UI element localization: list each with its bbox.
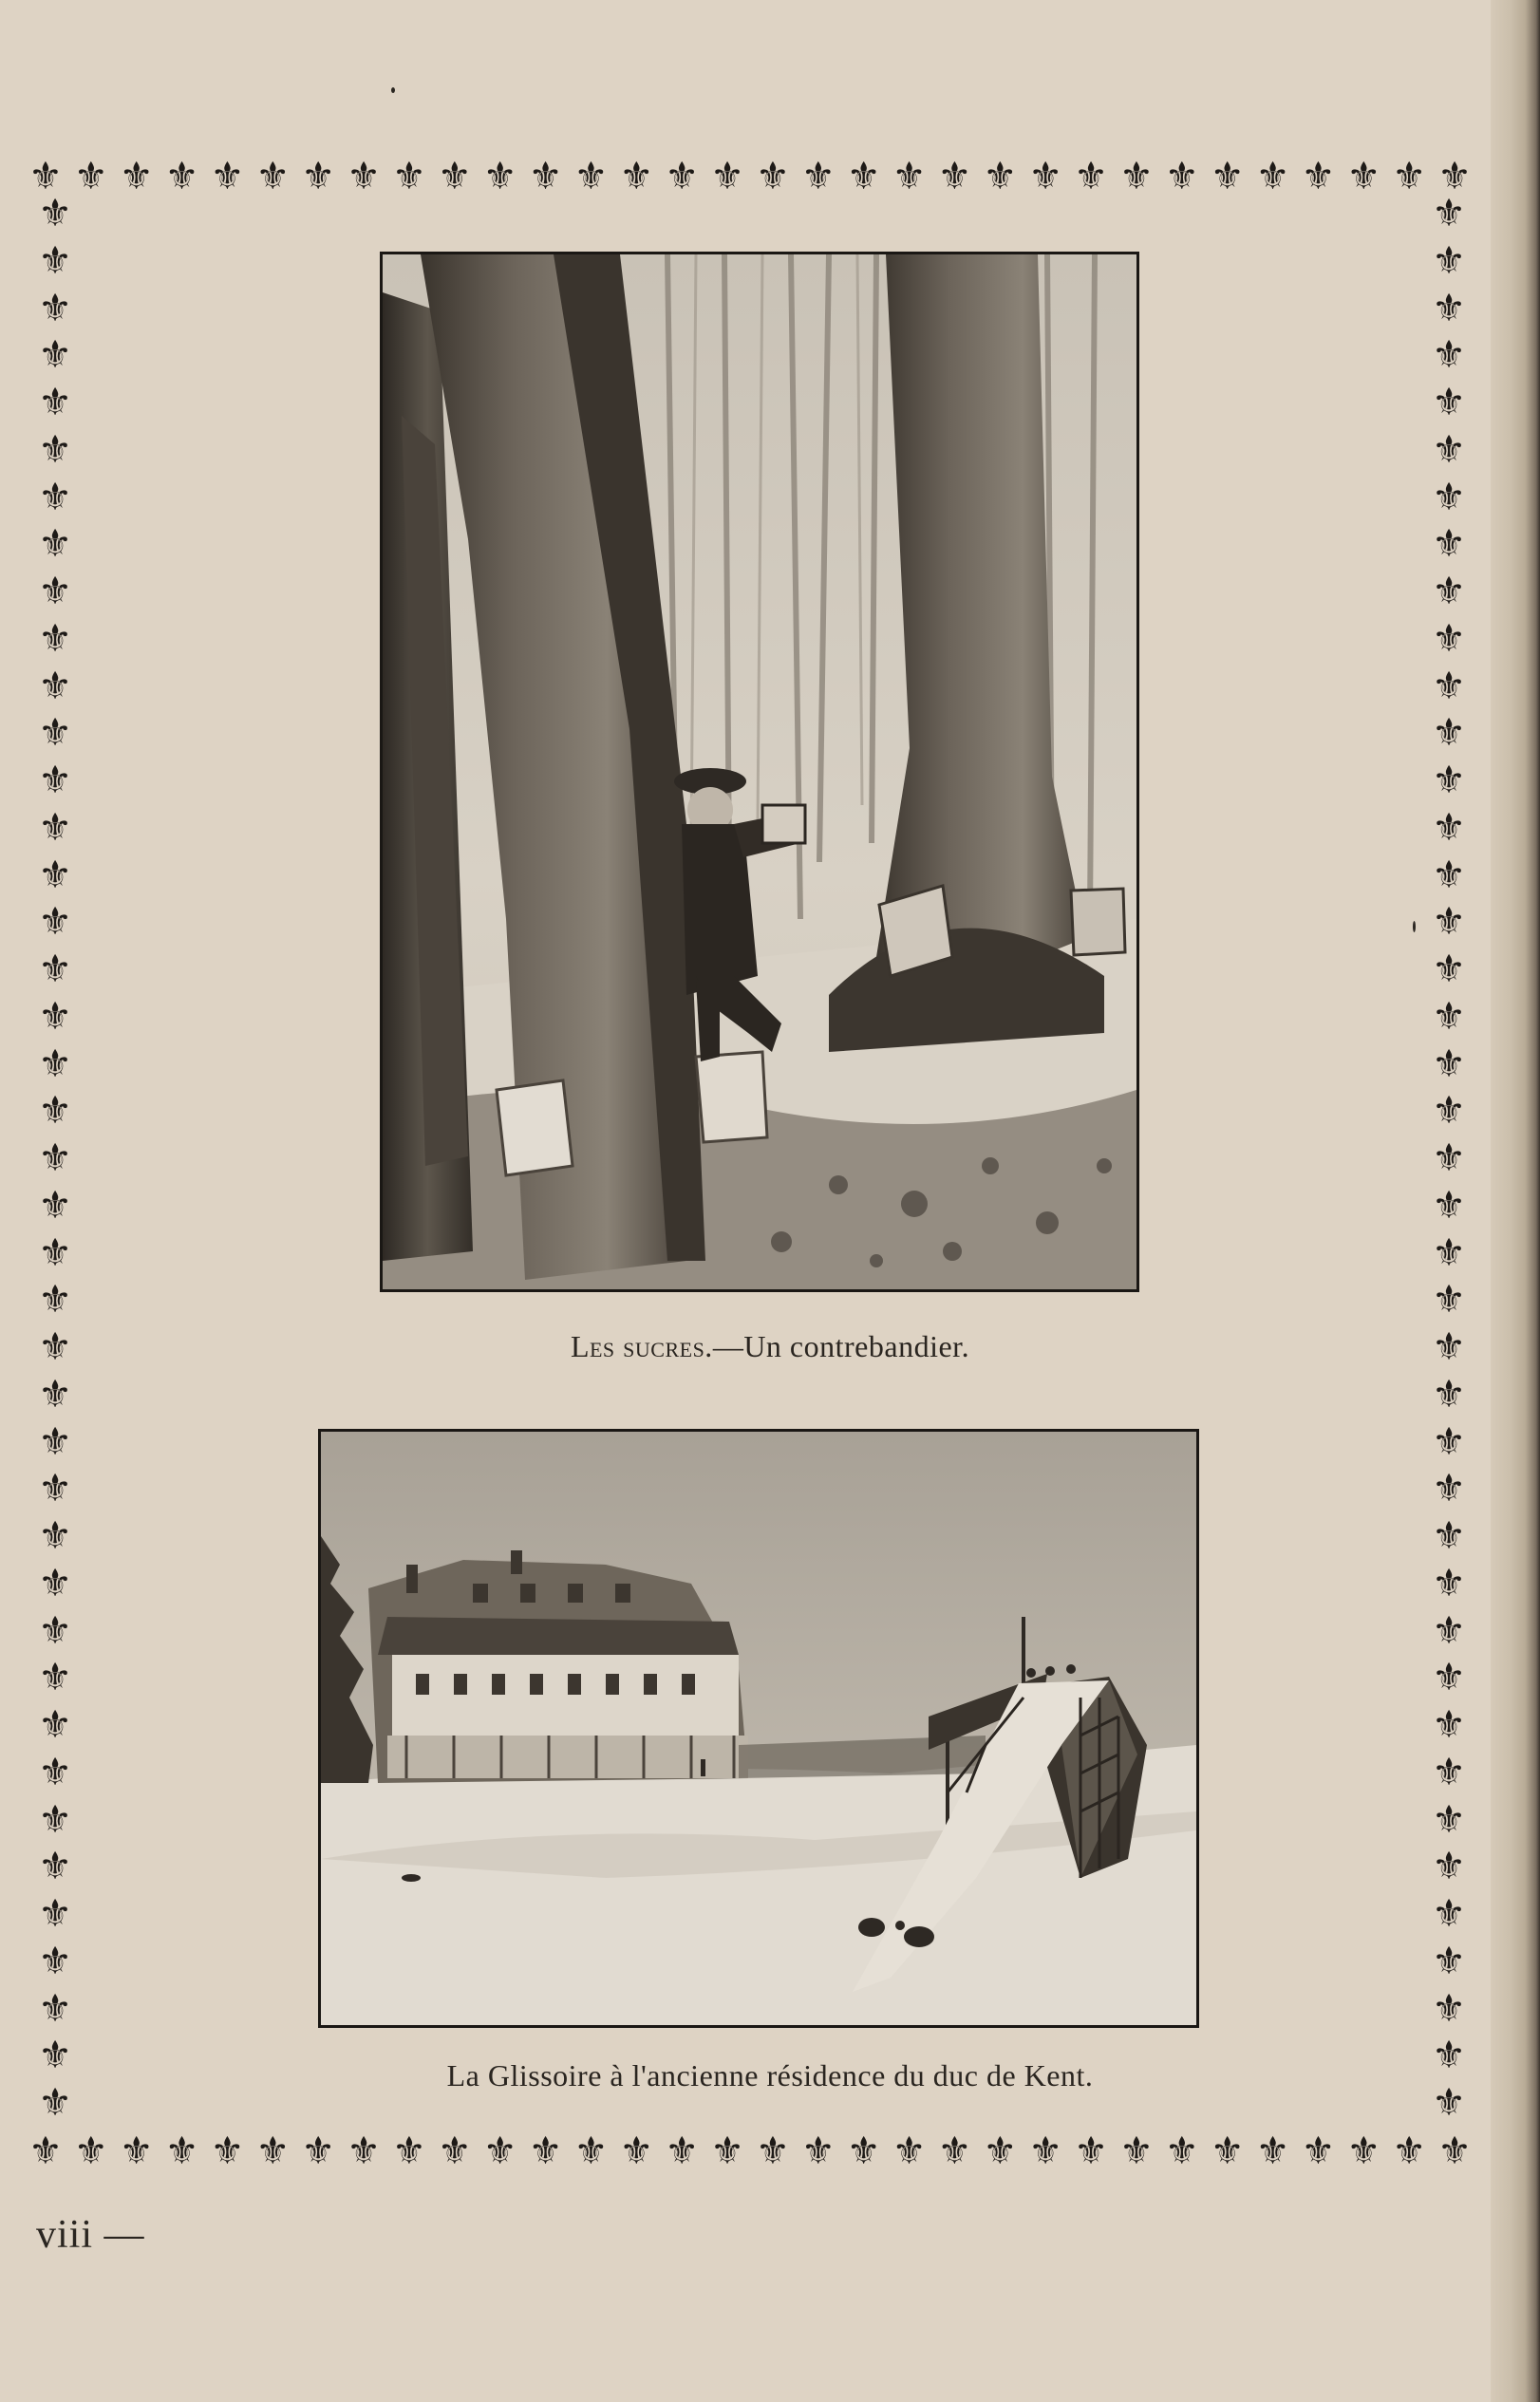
fleur-de-lis-icon: ⚜ — [1392, 2130, 1427, 2173]
fleur-de-lis-icon: ⚜ — [756, 2130, 790, 2173]
fleur-de-lis-icon: ⚜ — [210, 155, 245, 198]
page-edge-shadow — [1491, 0, 1540, 2402]
fleur-de-lis-icon: ⚜ — [665, 155, 700, 198]
photo-sugar-bush-image — [383, 254, 1136, 1289]
fleur-de-lis-icon: ⚜ — [301, 2130, 336, 2173]
fleur-de-lis-icon: ⚜ — [1432, 1325, 1466, 1369]
page-folio: viii — — [36, 2213, 145, 2257]
fleur-de-lis-icon: ⚜ — [437, 155, 472, 198]
fleur-de-lis-icon: ⚜ — [1028, 155, 1063, 198]
fleur-de-lis-icon: ⚜ — [1301, 155, 1336, 198]
fleur-de-lis-icon: ⚜ — [619, 155, 654, 198]
fleur-de-lis-icon: ⚜ — [38, 948, 72, 991]
fleur-de-lis-icon: ⚜ — [1392, 155, 1427, 198]
fleur-de-lis-icon: ⚜ — [38, 1372, 72, 1417]
fleur-de-lis-icon: ⚜ — [1432, 1041, 1466, 1086]
fleur-de-lis-icon: ⚜ — [1301, 2130, 1336, 2173]
ornament-border-left — [28, 195, 82, 2122]
fleur-de-lis-icon: ⚜ — [1432, 1136, 1466, 1180]
fleur-de-lis-icon: ⚜ — [1432, 853, 1466, 897]
fleur-de-lis-icon: ⚜ — [38, 1136, 72, 1180]
fleur-de-lis-icon: ⚜ — [983, 2130, 1018, 2173]
fleur-de-lis-icon: ⚜ — [38, 1183, 72, 1228]
fleur-de-lis-icon: ⚜ — [38, 805, 72, 850]
fleur-de-lis-icon: ⚜ — [38, 1608, 72, 1653]
fleur-de-lis-icon: ⚜ — [38, 427, 72, 472]
fleur-de-lis-icon: ⚜ — [38, 1041, 72, 1086]
fleur-de-lis-icon: ⚜ — [1432, 1561, 1466, 1605]
fleur-de-lis-icon: ⚜ — [1432, 195, 1466, 235]
fleur-de-lis-icon: ⚜ — [38, 1089, 72, 1134]
fleur-de-lis-icon: ⚜ — [38, 1986, 72, 2031]
fleur-de-lis-icon: ⚜ — [892, 155, 927, 198]
ornament-border-bottom — [28, 2125, 1472, 2178]
fleur-de-lis-icon: ⚜ — [38, 238, 72, 283]
fleur-de-lis-icon: ⚜ — [38, 711, 72, 756]
fleur-de-lis-icon: ⚜ — [1432, 948, 1466, 991]
fleur-de-lis-icon: ⚜ — [1346, 2130, 1381, 2173]
fleur-de-lis-icon: ⚜ — [1432, 1797, 1466, 1842]
fleur-de-lis-icon: ⚜ — [1432, 1608, 1466, 1653]
fleur-de-lis-icon: ⚜ — [846, 2130, 881, 2173]
fleur-de-lis-icon: ⚜ — [347, 2130, 381, 2173]
fleur-de-lis-icon: ⚜ — [1432, 1278, 1466, 1323]
fleur-de-lis-icon: ⚜ — [1432, 570, 1466, 613]
fleur-de-lis-icon: ⚜ — [38, 1230, 72, 1275]
fleur-de-lis-icon: ⚜ — [1432, 2081, 1466, 2122]
fleur-de-lis-icon: ⚜ — [38, 2034, 72, 2078]
fleur-de-lis-icon: ⚜ — [1432, 1939, 1466, 1983]
caption-photo-1-rest: —Un contrebandier. — [712, 1329, 970, 1363]
fleur-de-lis-icon: ⚜ — [1432, 1986, 1466, 2031]
fleur-de-lis-icon: ⚜ — [255, 155, 291, 198]
fleur-de-lis-icon: ⚜ — [1432, 522, 1466, 567]
ornament-border-top — [28, 150, 1472, 203]
fleur-de-lis-icon: ⚜ — [1432, 1703, 1466, 1747]
fleur-de-lis-icon: ⚜ — [392, 155, 426, 198]
fleur-de-lis-icon: ⚜ — [38, 1703, 72, 1747]
fleur-de-lis-icon: ⚜ — [573, 2130, 609, 2173]
fleur-de-lis-icon: ⚜ — [1255, 155, 1290, 198]
fleur-de-lis-icon: ⚜ — [1432, 1750, 1466, 1794]
fleur-de-lis-icon: ⚜ — [1028, 2130, 1063, 2173]
fleur-de-lis-icon: ⚜ — [38, 2081, 72, 2122]
fleur-de-lis-icon: ⚜ — [1432, 1892, 1466, 1936]
fleur-de-lis-icon: ⚜ — [73, 2130, 108, 2173]
fleur-de-lis-icon: ⚜ — [38, 664, 72, 708]
fleur-de-lis-icon: ⚜ — [38, 1892, 72, 1936]
fleur-de-lis-icon: ⚜ — [1074, 155, 1108, 198]
photo-sugar-bush — [380, 252, 1139, 1292]
fleur-de-lis-icon: ⚜ — [1119, 2130, 1154, 2173]
fleur-de-lis-icon: ⚜ — [528, 155, 563, 198]
fleur-de-lis-icon: ⚜ — [38, 853, 72, 897]
fleur-de-lis-icon: ⚜ — [573, 155, 609, 198]
fleur-de-lis-icon: ⚜ — [38, 1278, 72, 1323]
fleur-de-lis-icon: ⚜ — [119, 2130, 154, 2173]
fleur-de-lis-icon: ⚜ — [1432, 333, 1466, 378]
caption-photo-1 — [0, 1325, 1540, 1369]
fleur-de-lis-icon: ⚜ — [1432, 994, 1466, 1039]
fleur-de-lis-icon: ⚜ — [482, 2130, 517, 2173]
fleur-de-lis-icon: ⚜ — [38, 1467, 72, 1511]
fleur-de-lis-icon: ⚜ — [73, 155, 108, 198]
fleur-de-lis-icon: ⚜ — [1432, 1845, 1466, 1889]
fleur-de-lis-icon: ⚜ — [38, 570, 72, 613]
photo-toboggan-slide-image — [321, 1432, 1196, 2025]
fleur-de-lis-icon: ⚜ — [38, 1656, 72, 1700]
fleur-de-lis-icon: ⚜ — [28, 2130, 63, 2173]
fleur-de-lis-icon: ⚜ — [1432, 238, 1466, 283]
fleur-de-lis-icon: ⚜ — [619, 2130, 654, 2173]
fleur-de-lis-icon: ⚜ — [1164, 155, 1199, 198]
fleur-de-lis-icon: ⚜ — [38, 1750, 72, 1794]
fleur-de-lis-icon: ⚜ — [38, 900, 72, 945]
fleur-de-lis-icon: ⚜ — [1437, 2130, 1472, 2173]
fleur-de-lis-icon: ⚜ — [800, 2130, 836, 2173]
fleur-de-lis-icon: ⚜ — [1432, 427, 1466, 472]
fleur-de-lis-icon: ⚜ — [482, 155, 517, 198]
fleur-de-lis-icon: ⚜ — [1432, 1514, 1466, 1558]
fleur-de-lis-icon: ⚜ — [1432, 711, 1466, 756]
fleur-de-lis-icon: ⚜ — [38, 381, 72, 424]
fleur-de-lis-icon: ⚜ — [937, 155, 972, 198]
fleur-de-lis-icon: ⚜ — [38, 333, 72, 378]
photo-toboggan-slide — [318, 1429, 1199, 2028]
fleur-de-lis-icon: ⚜ — [800, 155, 836, 198]
fleur-de-lis-icon: ⚜ — [255, 2130, 291, 2173]
paper-speck — [391, 87, 395, 93]
fleur-de-lis-icon: ⚜ — [1432, 805, 1466, 850]
fleur-de-lis-icon: ⚜ — [38, 1325, 72, 1369]
fleur-de-lis-icon: ⚜ — [38, 195, 72, 235]
fleur-de-lis-icon: ⚜ — [1432, 1183, 1466, 1228]
fleur-de-lis-icon: ⚜ — [1432, 1089, 1466, 1134]
ornament-border-right — [1422, 195, 1475, 2122]
fleur-de-lis-icon: ⚜ — [1210, 155, 1245, 198]
fleur-de-lis-icon: ⚜ — [210, 2130, 245, 2173]
fleur-de-lis-icon: ⚜ — [846, 155, 881, 198]
fleur-de-lis-icon: ⚜ — [28, 155, 63, 198]
fleur-de-lis-icon: ⚜ — [1210, 2130, 1245, 2173]
paper-speck — [1413, 921, 1416, 932]
fleur-de-lis-icon: ⚜ — [38, 522, 72, 567]
caption-photo-2: La Glissoire à l'ancienne résidence du duc de Kent. — [446, 2058, 1094, 2092]
fleur-de-lis-icon: ⚜ — [1346, 155, 1381, 198]
fleur-de-lis-icon: ⚜ — [756, 155, 790, 198]
fleur-de-lis-icon: ⚜ — [1432, 616, 1466, 661]
fleur-de-lis-icon: ⚜ — [38, 759, 72, 802]
fleur-de-lis-icon: ⚜ — [38, 475, 72, 519]
fleur-de-lis-icon: ⚜ — [528, 2130, 563, 2173]
fleur-de-lis-icon: ⚜ — [1164, 2130, 1199, 2173]
fleur-de-lis-icon: ⚜ — [937, 2130, 972, 2173]
fleur-de-lis-icon: ⚜ — [301, 155, 336, 198]
fleur-de-lis-icon: ⚜ — [1432, 759, 1466, 802]
fleur-de-lis-icon: ⚜ — [164, 2130, 199, 2173]
fleur-de-lis-icon: ⚜ — [164, 155, 199, 198]
fleur-de-lis-icon: ⚜ — [1432, 1467, 1466, 1511]
fleur-de-lis-icon: ⚜ — [437, 2130, 472, 2173]
fleur-de-lis-icon: ⚜ — [710, 2130, 744, 2173]
fleur-de-lis-icon: ⚜ — [1437, 155, 1472, 198]
fleur-de-lis-icon: ⚜ — [347, 155, 381, 198]
fleur-de-lis-icon: ⚜ — [1432, 286, 1466, 330]
fleur-de-lis-icon: ⚜ — [1074, 2130, 1108, 2173]
fleur-de-lis-icon: ⚜ — [983, 155, 1018, 198]
fleur-de-lis-icon: ⚜ — [38, 616, 72, 661]
fleur-de-lis-icon: ⚜ — [1432, 1230, 1466, 1275]
fleur-de-lis-icon: ⚜ — [1119, 155, 1154, 198]
fleur-de-lis-icon: ⚜ — [38, 994, 72, 1039]
fleur-de-lis-icon: ⚜ — [1432, 1372, 1466, 1417]
fleur-de-lis-icon: ⚜ — [38, 1561, 72, 1605]
fleur-de-lis-icon: ⚜ — [38, 286, 72, 330]
fleur-de-lis-icon: ⚜ — [1432, 900, 1466, 945]
fleur-de-lis-icon: ⚜ — [1432, 2034, 1466, 2078]
fleur-de-lis-icon: ⚜ — [1432, 1656, 1466, 1700]
fleur-de-lis-icon: ⚜ — [38, 1797, 72, 1842]
fleur-de-lis-icon: ⚜ — [1432, 475, 1466, 519]
fleur-de-lis-icon: ⚜ — [38, 1514, 72, 1558]
caption-photo-1-lead: Les sucres. — [570, 1329, 713, 1363]
fleur-de-lis-icon: ⚜ — [119, 155, 154, 198]
fleur-de-lis-icon: ⚜ — [1432, 1419, 1466, 1464]
fleur-de-lis-icon: ⚜ — [38, 1939, 72, 1983]
fleur-de-lis-icon: ⚜ — [665, 2130, 700, 2173]
fleur-de-lis-icon: ⚜ — [392, 2130, 426, 2173]
fleur-de-lis-icon: ⚜ — [38, 1419, 72, 1464]
fleur-de-lis-icon: ⚜ — [892, 2130, 927, 2173]
fleur-de-lis-icon: ⚜ — [710, 155, 744, 198]
fleur-de-lis-icon: ⚜ — [1255, 2130, 1290, 2173]
fleur-de-lis-icon: ⚜ — [1432, 381, 1466, 424]
fleur-de-lis-icon: ⚜ — [38, 1845, 72, 1889]
fleur-de-lis-icon: ⚜ — [1432, 664, 1466, 708]
